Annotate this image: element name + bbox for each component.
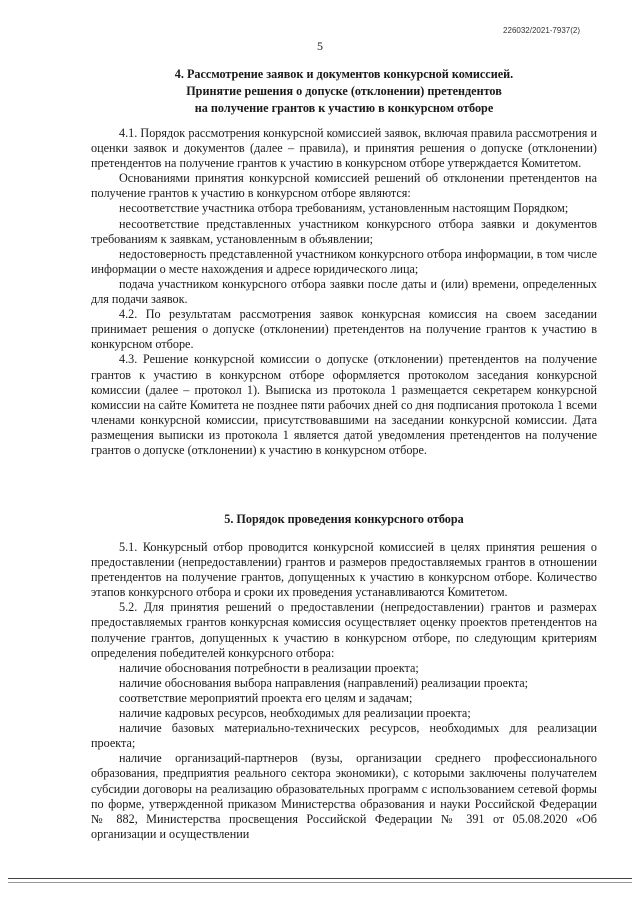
section-4-heading [91, 66, 597, 117]
ground-item: подача участником конкурсного отбора заявки после даты и (или) времени, определенных для подачи заявок. [91, 276, 597, 307]
criterion-item: соответствие мероприятий проекта его целям и задачам; [119, 690, 413, 705]
page-number: 5 [317, 39, 323, 53]
paragraph-5-2: 5.2. Для принятия решений о предоставлении (непредоставлении) грантов и размерах предоставляемых грантов конкурсная комиссия осуществляет оценку проектов претендентов на получение грантов, допущенных к участию в конкурсном отборе, по следующим критериям определения победителей конкурсного отбора: [91, 600, 597, 660]
ground-item: несоответствие участника отбора требованиям, установленным настоящим Порядком; [119, 201, 569, 216]
paragraph-4-1: 4.1. Порядок рассмотрения конкурсной комиссией заявок, включая правила рассмотрения и оценки заявок и документов (далее – правила), и принятия решения о допуске (отклонении) претендентов на получение грантов к участию в конкурсном отборе утверждается Комитетом. [91, 126, 597, 171]
paragraph-4-3: 4.3. Решение конкурсной комиссии о допуске (отклонении) претендентов на получение грантов к участию в конкурсном отборе оформляется протоколом заседания конкурсной комиссии (далее – протокол 1). Выписка из протокола 1 размещается секретарем конкурсной комиссии на сайте Комитета не позднее пяти рабочих дней со дня подписания протокола 1 всеми членами конкурсной комиссии, присутствовавшими на заседании конкурсной комиссии. Дата размещения выписки из протокола 1 является датой уведомления претендентов на получение грантов о допуске (отклонении) к участию в конкурсном отборе. [91, 352, 597, 457]
section-4-title-line-3: на получение грантов к участию в конкурсном отборе [194, 101, 494, 115]
document-number: 226032/2021-7937(2) [503, 26, 580, 35]
section-5-body [91, 540, 597, 842]
criterion-item: наличие организаций-партнеров (вузы, организации среднего профессионального образования, предприятия реального сектора экономики), с которыми заключены получателем субсидии договоры на реализацию образовательных программ с использованием сетевой формы по форме, утвержденной приказом Министерства образования и науки Российской Федерации № 882, Министерства просвещения Российской Федерации № 391 от 05.08.2020 «Об организации и осуществлении [91, 751, 597, 841]
ground-item: недостоверность представленной участником конкурсного отбора информации, в том числе информации о месте нахождения и адресе юридического лица; [91, 246, 597, 276]
criterion-item: наличие обоснования потребности в реализации проекта; [119, 660, 419, 675]
criterion-item: наличие базовых материально-технических ресурсов, необходимых для реализации проекта; [91, 721, 597, 751]
paragraph-5-1: 5.1. Конкурсный отбор проводится конкурсной комиссией в целях принятия решения о предоставлении (непредоставлении) грантов и размеров предоставляемых грантов в отношении претендентов на получение грантов, допущенных к участию в конкурсном отборе. Количество этапов конкурсного отбора и сроки их проведения устанавливаются Комитетом. [91, 540, 597, 600]
section-5-heading [91, 511, 597, 528]
paragraph-grounds: Основаниями принятия конкурсной комиссией решений об отклонении претендентов на получение грантов к участию в конкурсном отборе являются: [91, 171, 597, 201]
section-5-title: 5. Порядок проведения конкурсного отбора [224, 512, 464, 526]
paragraph-4-2: 4.2. По результатам рассмотрения заявок конкурсная комиссия на своем заседании принимает решения о допуске (отклонении) претендентов на получение грантов к участию в конкурсном отборе. [91, 307, 597, 352]
ground-item: несоответствие представленных участником конкурсного отбора заявки и документов требованиям к заявкам, установленным в объявлении; [91, 216, 597, 246]
section-4-title-line-2: Принятие решения о допуске (отклонении) претендентов [186, 84, 502, 98]
section-4-title-line-1: 4. Рассмотрение заявок и документов конкурсной комиссией. [174, 67, 514, 81]
criterion-item: наличие обоснования выбора направления (направлений) реализации проекта; [119, 675, 529, 690]
scan-edge-line [8, 878, 632, 879]
section-4-body [91, 126, 597, 458]
scan-edge-line [8, 882, 632, 883]
criterion-item: наличие кадровых ресурсов, необходимых для реализации проекта; [119, 706, 471, 721]
